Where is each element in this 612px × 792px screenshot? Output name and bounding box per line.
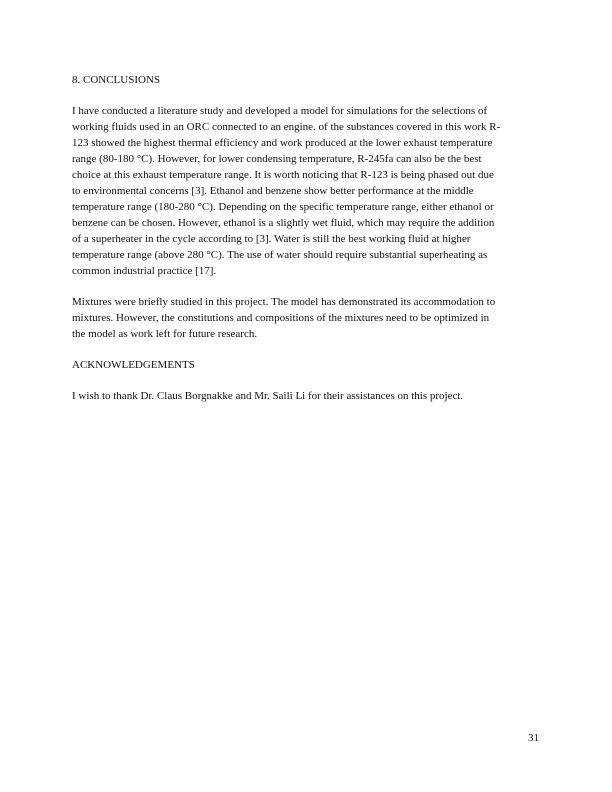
text-line: choice at this exhaust temperature range. It is worth noticing that R-123 is being phased out due bbox=[72, 169, 494, 181]
acknowledgements-heading: ACKNOWLEDGEMENTS bbox=[72, 359, 195, 371]
text-line: 123 showed the highest thermal efficiency and work produced at the lower exhaust temperature bbox=[72, 137, 493, 149]
text-line: common industrial practice [17]. bbox=[72, 265, 217, 277]
document-page bbox=[72, 72, 540, 419]
text-line: of a superheater in the cycle according to [3]. Water is still the best working fluid at higher bbox=[72, 233, 471, 245]
acknowledgements-paragraph bbox=[72, 388, 540, 404]
page-number: 31 bbox=[528, 732, 539, 744]
text-line: to environmental concerns [3]. Ethanol and benzene show better performance at the middle bbox=[72, 185, 474, 197]
text-line: range (80-180 °C). However, for lower condensing temperature, R-245fa can also be the best bbox=[72, 153, 482, 165]
text-line: working fluids used in an ORC connected to an engine. of the substances covered in this work R- bbox=[72, 121, 501, 133]
text-line: I wish to thank Dr. Claus Borgnakke and Mr. Saili Li for their assistances on this project. bbox=[72, 390, 464, 402]
text-line: the model as work left for future research. bbox=[72, 328, 258, 340]
text-line: temperature range (180-280 °C). Depending on the specific temperature range, either ethanol or bbox=[72, 201, 494, 213]
conclusions-paragraph-1 bbox=[72, 103, 540, 279]
text-line: temperature range (above 280 °C). The use of water should require substantial superheating as bbox=[72, 249, 488, 261]
conclusions-paragraph-2 bbox=[72, 294, 540, 342]
text-line: mixtures. However, the constitutions and compositions of the mixtures need to be optimized in bbox=[72, 312, 490, 324]
text-line: benzene can be chosen. However, ethanol is a slightly wet fluid, which may require the addition bbox=[72, 217, 495, 229]
text-line: Mixtures were briefly studied in this project. The model has demonstrated its accommodation to bbox=[72, 296, 496, 308]
conclusions-heading: 8. CONCLUSIONS bbox=[72, 74, 161, 86]
text-line: I have conducted a literature study and developed a model for simulations for the selections of bbox=[72, 105, 488, 117]
